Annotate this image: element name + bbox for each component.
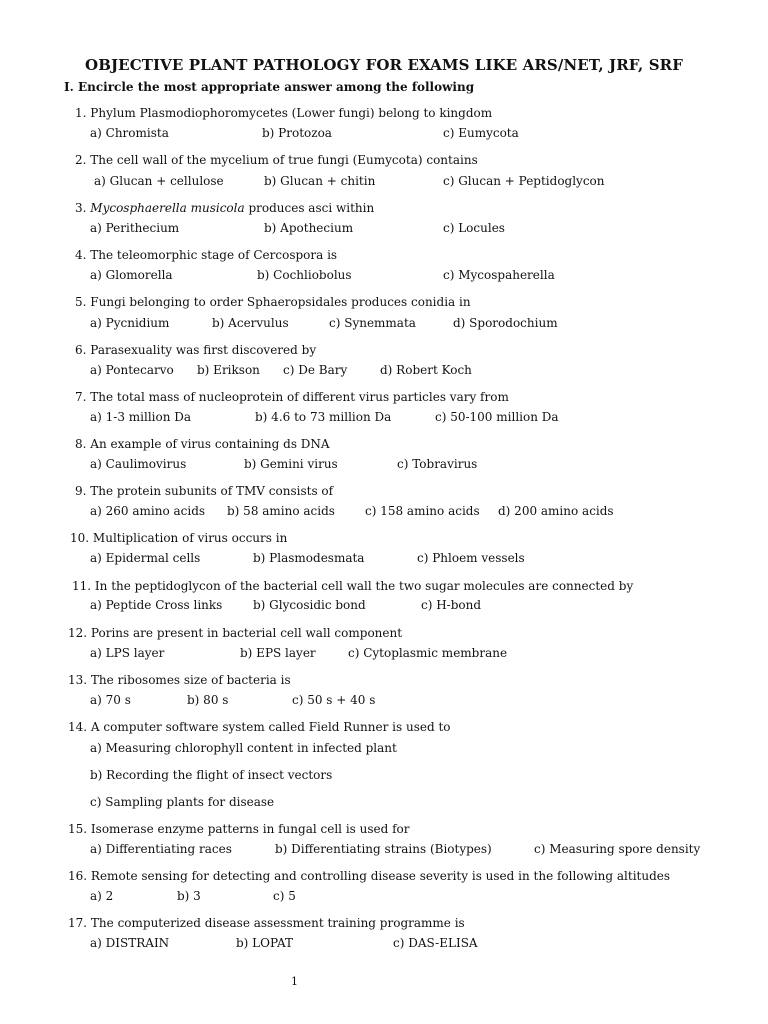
question-16: 16. Remote sensing for detecting and controlling disease severity is used in the following altitudes — [68, 869, 671, 883]
q9-option-b: b) 58 amino acids — [227, 504, 335, 518]
question-2: 2. The cell wall of the mycelium of true fungi (Eumycota) contains — [75, 153, 478, 167]
question-6: 6. Parasexuality was first discovered by — [75, 343, 317, 357]
question-12: 12. Porins are present in bacterial cell wall component — [68, 626, 403, 640]
q2-option-a: a) Glucan + cellulose — [94, 174, 224, 188]
q10-option-c: c) Phloem vessels — [417, 551, 525, 565]
q6-option-c: c) De Bary — [283, 363, 348, 377]
q4-option-a: a) Glomorella — [90, 268, 173, 282]
q14-option-b: b) Recording the flight of insect vectors — [90, 768, 333, 782]
q8-option-c: c) Tobravirus — [397, 457, 478, 471]
q15-option-b: b) Differentiating strains (Biotypes) — [275, 842, 492, 856]
q13-option-c: c) 50 s + 40 s — [292, 693, 376, 707]
q9-option-a: a) 260 amino acids — [90, 504, 206, 518]
q17-option-a: a) DISTRAIN — [90, 936, 170, 950]
q11-option-c: c) H-bond — [421, 598, 482, 612]
q7-option-c: c) 50-100 million Da — [435, 410, 559, 424]
question-5: 5. Fungi belonging to order Sphaeropsidales produces conidia in — [75, 295, 471, 309]
q13-option-b: b) 80 s — [187, 693, 229, 707]
q10-option-a: a) Epidermal cells — [90, 551, 201, 565]
page-number: 1 — [291, 975, 298, 988]
q16-option-b: b) 3 — [177, 889, 201, 903]
instruction-heading: I. Encircle the most appropriate answer among the following — [64, 80, 475, 94]
q1-option-b: b) Protozoa — [262, 126, 332, 140]
q1-option-c: c) Eumycota — [443, 126, 519, 140]
q14-option-a: a) Measuring chlorophyll content in infected plant — [90, 741, 397, 755]
q9-option-d: d) 200 amino acids — [498, 504, 614, 518]
question-3: 3. Mycosphaerella musicola produces asci within — [75, 201, 375, 215]
q12-option-c: c) Cytoplasmic membrane — [348, 646, 508, 660]
q8-option-b: b) Gemini virus — [244, 457, 338, 471]
q11-option-b: b) Glycosidic bond — [253, 598, 366, 612]
question-15: 15. Isomerase enzyme patterns in fungal cell is used for — [68, 822, 410, 836]
page-title: OBJECTIVE PLANT PATHOLOGY FOR EXAMS LIKE ARS/NET, JRF, SRF — [85, 56, 683, 74]
q7-option-a: a) 1-3 million Da — [90, 410, 192, 424]
q8-option-a: a) Caulimovirus — [90, 457, 187, 471]
q6-option-a: a) Pontecarvo — [90, 363, 174, 377]
question-14: 14. A computer software system called Field Runner is used to — [68, 720, 451, 734]
q4-option-b: b) Cochliobolus — [257, 268, 352, 282]
q5-option-c: c) Synemmata — [329, 316, 416, 330]
q16-option-c: c) 5 — [273, 889, 296, 903]
q3-option-b: b) Apothecium — [264, 221, 354, 235]
q10-option-b: b) Plasmodesmata — [253, 551, 365, 565]
q1-option-a: a) Chromista — [90, 126, 169, 140]
q6-option-d: d) Robert Koch — [380, 363, 472, 377]
question-17: 17. The computerized disease assessment training programme is — [68, 916, 465, 930]
q4-option-c: c) Mycospaherella — [443, 268, 555, 282]
q7-option-b: b) 4.6 to 73 million Da — [255, 410, 392, 424]
question-7: 7. The total mass of nucleoprotein of different virus particles vary from — [75, 390, 509, 404]
q13-option-a: a) 70 s — [90, 693, 131, 707]
q11-option-a: a) Peptide Cross links — [90, 598, 223, 612]
q6-option-b: b) Erikson — [197, 363, 260, 377]
q17-option-b: b) LOPAT — [236, 936, 293, 950]
q5-option-b: b) Acervulus — [212, 316, 289, 330]
q2-option-b: b) Glucan + chitin — [264, 174, 376, 188]
q12-option-b: b) EPS layer — [240, 646, 316, 660]
q2-option-c: c) Glucan + Peptidoglycon — [443, 174, 605, 188]
q3-option-a: a) Perithecium — [90, 221, 180, 235]
q5-option-a: a) Pycnidium — [90, 316, 170, 330]
q15-option-a: a) Differentiating races — [90, 842, 232, 856]
q12-option-a: a) LPS layer — [90, 646, 165, 660]
question-11: 11. In the peptidoglycon of the bacterial cell wall the two sugar molecules are connected by — [72, 579, 634, 593]
question-9: 9. The protein subunits of TMV consists of — [75, 484, 334, 498]
q17-option-c: c) DAS-ELISA — [393, 936, 478, 950]
q14-option-c: c) Sampling plants for disease — [90, 795, 275, 809]
q3-option-c: c) Locules — [443, 221, 505, 235]
q15-option-c: c) Measuring spore density — [534, 842, 701, 856]
question-1: 1. Phylum Plasmodiophoromycetes (Lower fungi) belong to kingdom — [75, 106, 493, 120]
question-8: 8. An example of virus containing ds DNA — [75, 437, 330, 451]
question-4: 4. The teleomorphic stage of Cercospora is — [75, 248, 338, 262]
question-13: 13. The ribosomes size of bacteria is — [68, 673, 291, 687]
q16-option-a: a) 2 — [90, 889, 114, 903]
question-10: 10. Multiplication of virus occurs in — [70, 531, 288, 545]
q5-option-d: d) Sporodochium — [453, 316, 558, 330]
q9-option-c: c) 158 amino acids — [365, 504, 480, 518]
